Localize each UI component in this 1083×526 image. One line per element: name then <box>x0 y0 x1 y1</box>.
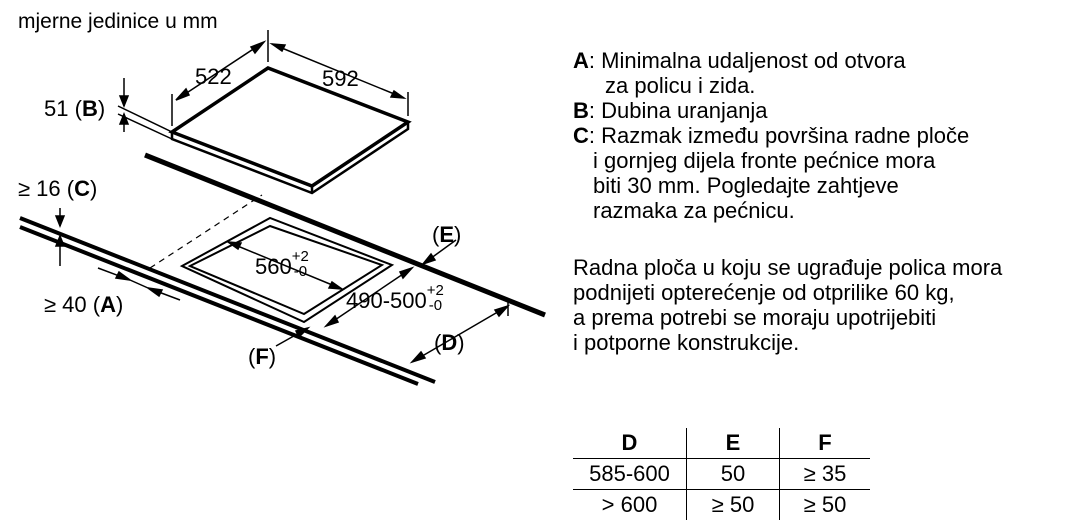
dimension-table <box>573 428 870 520</box>
legend-a-line1: : Minimalna udaljenost od otvora <box>588 48 906 73</box>
legend <box>573 48 969 223</box>
table-header-e: E <box>687 428 780 459</box>
dim-b-label: 51 (B) <box>44 96 106 121</box>
load-note-line1: Radna ploča u koju se ugrađuje polica mora <box>573 255 1003 280</box>
cutout-depth-tol-minus: -0 <box>428 297 443 314</box>
dim-e-letter: E <box>439 222 455 247</box>
units-note: mjerne jedinice u mm <box>18 10 218 33</box>
legend-c-line1: : Razmak između površina radne ploče <box>588 123 970 148</box>
dim-b-line <box>118 78 172 139</box>
cutout-width-tol-minus: -0 <box>293 263 308 280</box>
cutout-width-label <box>255 248 309 280</box>
table-header-row <box>573 428 870 459</box>
load-note-line4: i potporne konstrukcije. <box>573 330 800 355</box>
installation-drawing <box>0 0 560 420</box>
legend-c <box>573 123 969 148</box>
cutout-depth-value: 490-500 <box>346 288 427 313</box>
table-cell-e: ≥ 50 <box>687 490 780 521</box>
table-cell-d: > 600 <box>573 490 687 521</box>
dim-d-label: (D) <box>434 330 465 355</box>
table-cell-f: ≥ 50 <box>780 490 871 521</box>
legend-c-key: C <box>573 123 589 148</box>
table-cell-f: ≥ 35 <box>780 459 871 490</box>
table-cell-d: 585-600 <box>573 459 687 490</box>
legend-a <box>573 48 969 73</box>
dim-a-label: ≥ 40 (A) <box>44 292 124 317</box>
dim-d-letter: D <box>441 330 458 355</box>
dim-c-value: ≥ 16 <box>18 176 61 201</box>
legend-c-line3: biti 30 mm. Pogledajte zahtjeve <box>593 173 899 198</box>
table-cell-e: 50 <box>687 459 780 490</box>
legend-c-line4: razmaka za pećnicu. <box>593 198 795 223</box>
dim-a-letter: A <box>100 292 117 317</box>
dim-a-value: ≥ 40 <box>44 292 87 317</box>
legend-b-key: B <box>573 98 589 123</box>
cutout-width-value: 560 <box>255 254 292 279</box>
dim-c-label: ≥ 16 (C) <box>18 176 98 201</box>
legend-a-line2: za policu i zida. <box>605 73 756 98</box>
cutout-depth-label <box>346 282 444 314</box>
dim-e-label: (E) <box>432 222 462 247</box>
load-note <box>573 255 1002 355</box>
legend-b-line1: : Dubina uranjanja <box>588 98 768 123</box>
dim-b-value: 51 <box>44 96 69 121</box>
cutout-width-tol-plus: +2 <box>291 248 309 265</box>
dim-592-label: 592 <box>322 66 359 91</box>
dim-f-letter: F <box>255 344 269 369</box>
dim-b-letter: B <box>81 96 98 121</box>
table-header-f: F <box>818 430 832 455</box>
table-row <box>573 459 870 490</box>
dim-c-letter: C <box>74 176 91 201</box>
load-note-line3: a prema potrebi se moraju upotrijebiti <box>573 305 937 330</box>
load-note-line2: podnijeti opterećenje od otprilike 60 kg, <box>573 280 955 305</box>
table-row <box>573 490 870 521</box>
dim-f-label: (F) <box>248 344 277 369</box>
dim-522-label: 522 <box>195 64 232 89</box>
legend-a-key: A <box>573 48 589 73</box>
legend-b <box>573 98 969 123</box>
table-header-d: D <box>573 428 687 459</box>
legend-c-line2: i gornjeg dijela fronte pećnice mora <box>593 148 936 173</box>
cutout-depth-tol-plus: +2 <box>426 282 444 299</box>
